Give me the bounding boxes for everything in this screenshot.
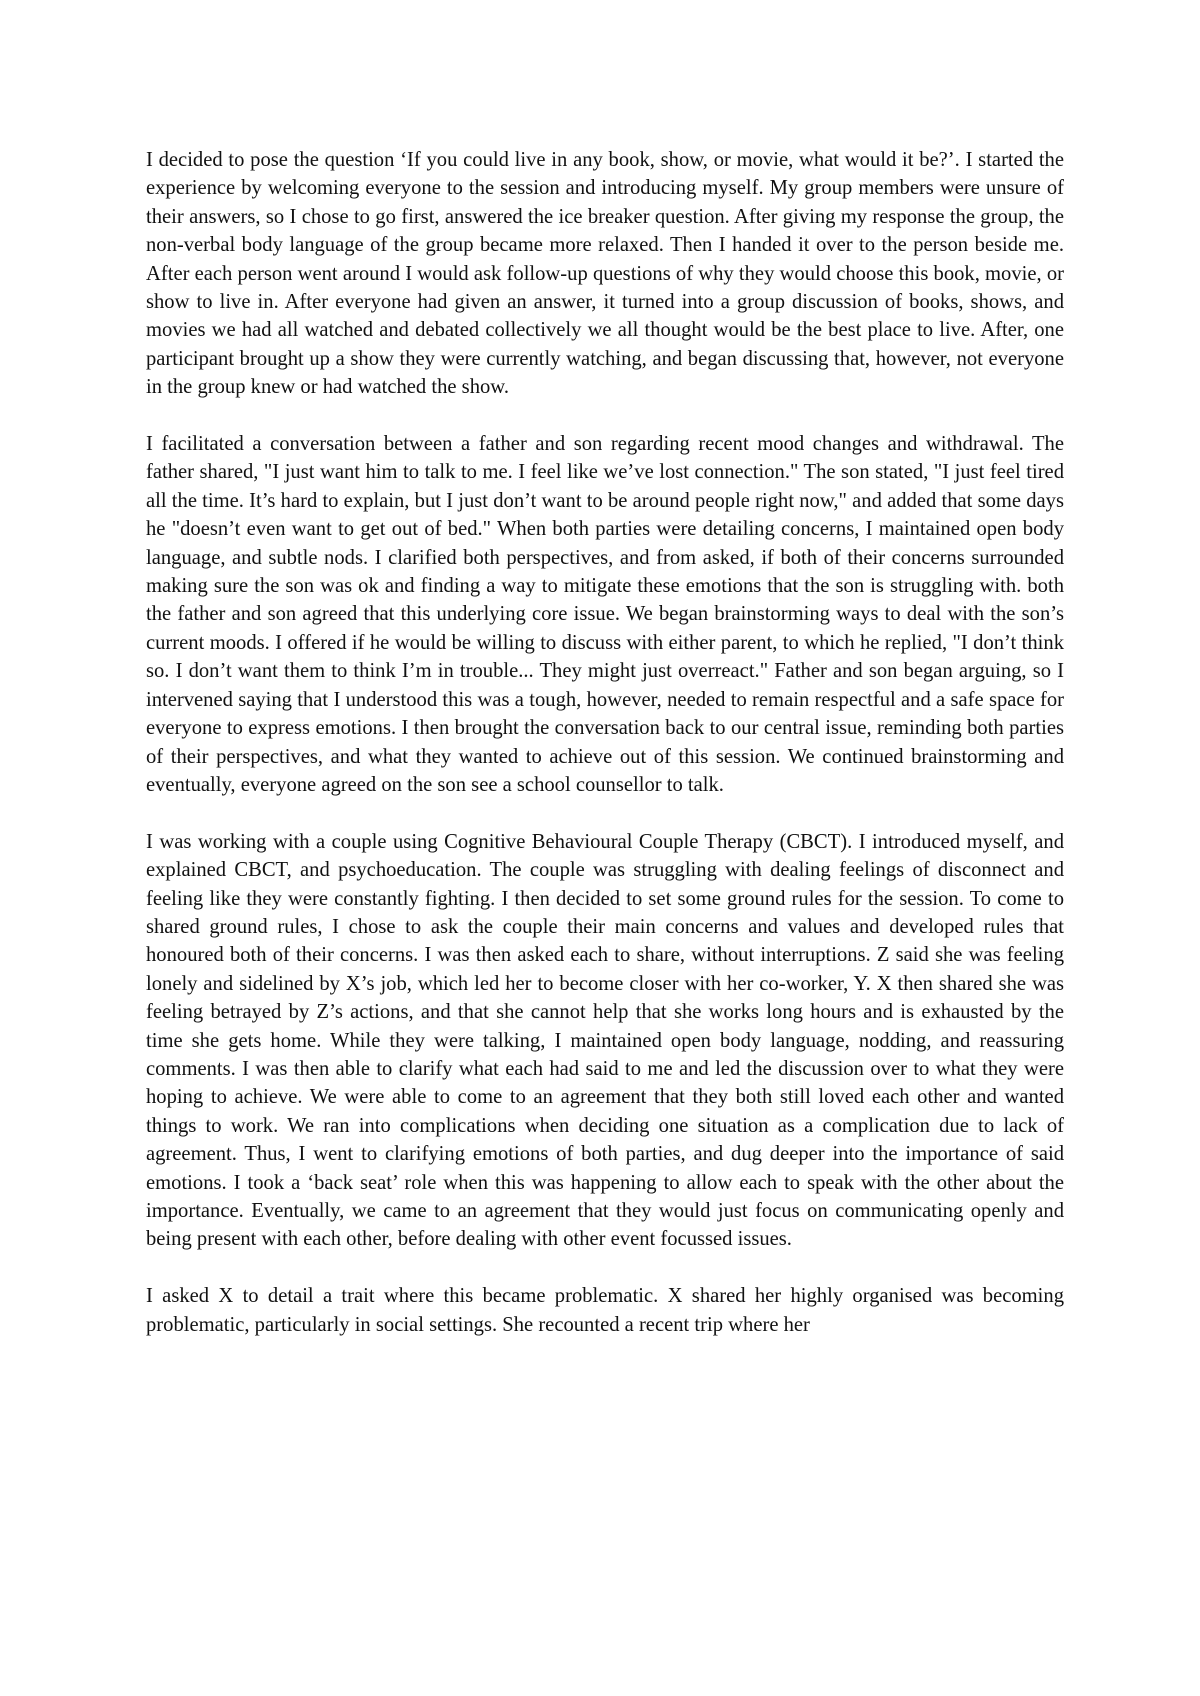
paragraph-father-son-session: I facilitated a conversation between a father and son regarding recent mood changes and withdrawal. The father shared, "I just want him to talk to me. I feel like we’ve lost connection." The son stated, "I just feel tired all the time. It’s hard to explain, but I just don’t want to be around people right now," and added that some days he "doesn’t even want to get out of bed." When both parties were detailing concerns, I maintained open body language, and subtle nods. I clarified both perspectives, and from asked, if both of their concerns surrounded making sure the son was ok and finding a way to mitigate these emotions that the son is struggling with. both the father and son agreed that this underlying core issue. We began brainstorming ways to deal with the son’s current moods. I offered if he would be willing to discuss with either parent, to which he replied, "I don’t think so. I don’t want them to think I’m in trouble... They might just overreact." Father and son began arguing, so I intervened saying that I understood this was a tough, however, needed to remain respectful and a safe space for everyone to express emotions. I then brought the conversation back to our central issue, reminding both parties of their perspectives, and what they wanted to achieve out of this session. We continued brainstorming and eventually, everyone agreed on the son see a school counsellor to talk. <box>146 433 1064 796</box>
paragraph-group-icebreaker: I decided to pose the question ‘If you could live in any book, show, or movie, what would it be?’. I started the experience by welcoming everyone to the session and introducing myself. My group members were unsure of their answers, so I chose to go first, answered the ice breaker question. After giving my response the group, the non-verbal body language of the group became more relaxed. Then I handed it over to the person beside me. After each person went around I would ask follow-up questions of why they would choose this book, movie, or show to live in. After everyone had given an answer, it turned into a group discussion of books, shows, and movies we had all watched and debated collectively we all thought would be the best place to live. After, one participant brought up a show they were currently watching, and began discussing that, however, not everyone in the group knew or had watched the show. <box>146 149 1064 399</box>
paragraph-trait-problematic: I asked X to detail a trait where this became problematic. X shared her highly organised was becoming problematic, particularly in social settings. She recounted a recent trip where her <box>146 1285 1064 1336</box>
paragraph-couple-cbct-session: I was working with a couple using Cognitive Behavioural Couple Therapy (CBCT). I introduced myself, and explained CBCT, and psychoeducation. The couple was struggling with dealing feelings of disconnect and feeling like they were constantly fighting. I then decided to set some ground rules for the session. To come to shared ground rules, I chose to ask the couple their main concerns and values and developed rules that honoured both of their concerns. I was then asked each to share, without interruptions. Z said she was feeling lonely and sidelined by X’s job, which led her to become closer with her co-worker, Y. X then shared she was feeling betrayed by Z’s actions, and that she cannot help that she works long hours and is exhausted by the time she gets home. While they were talking, I maintained open body language, nodding, and reassuring comments. I was then able to clarify what each had said to me and led the discussion over to what they were hoping to achieve. We were able to come to an agreement that they both still loved each other and wanted things to work. We ran into complications when deciding one situation as a complication due to lack of agreement. Thus, I went to clarifying emotions of both parties, and dug deeper into the importance of said emotions. I took a ‘back seat’ role when this was happening to allow each to speak with the other about the importance. Eventually, we came to an agreement that they would just focus on communicating openly and being present with each other, before dealing with other event focussed issues. <box>146 830 1064 1251</box>
document-body <box>146 146 1064 1367</box>
